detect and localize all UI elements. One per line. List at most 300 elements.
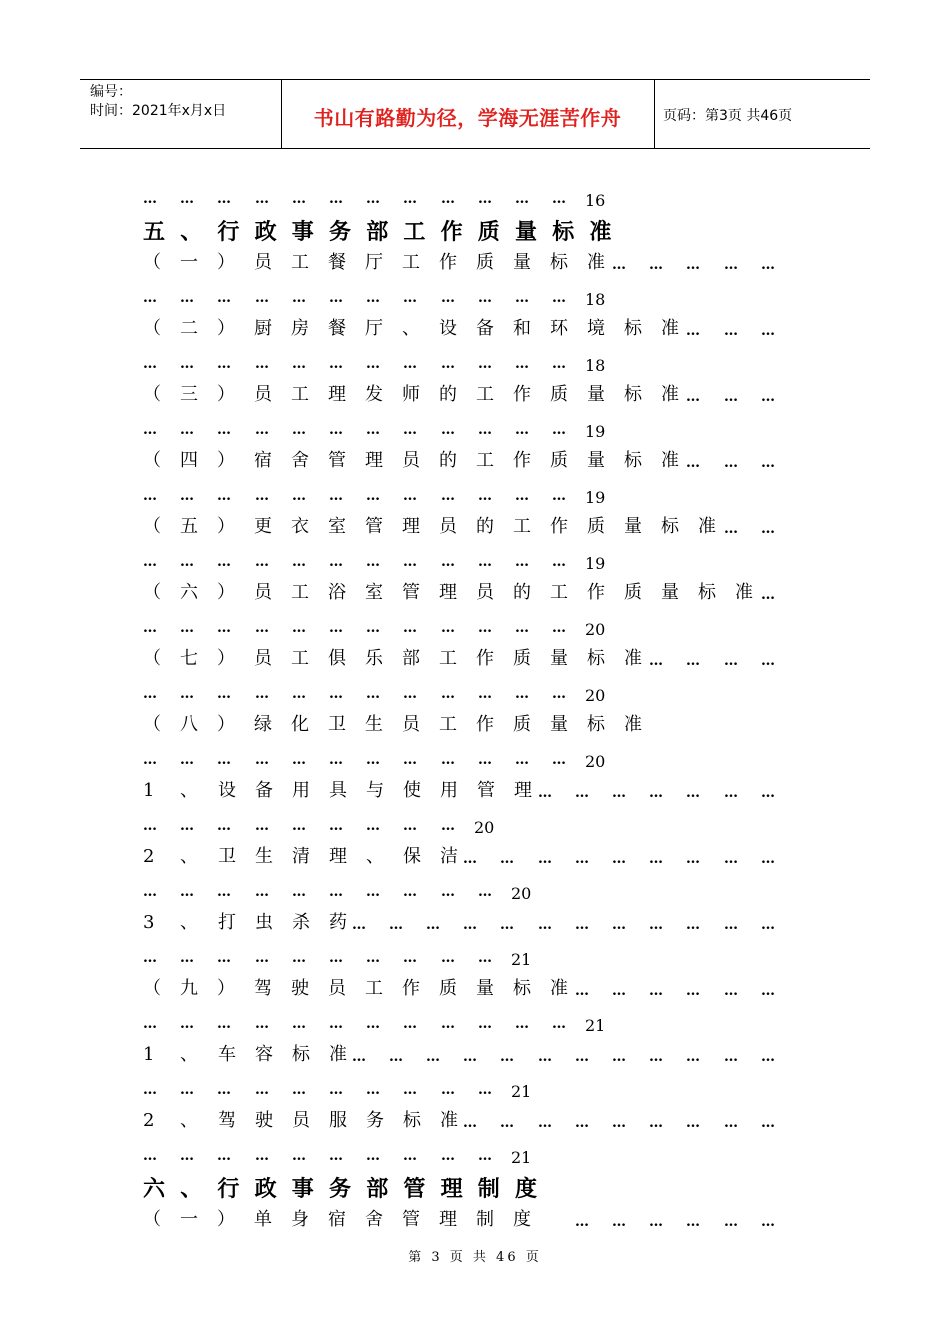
toc-line (0, 1044, 950, 1074)
leader-dots: … (478, 752, 492, 768)
toc-char: 作 (439, 252, 457, 273)
leader-dots: … (143, 686, 157, 702)
toc-char: 准 (624, 648, 642, 669)
toc-char: 标 (552, 219, 575, 245)
leader-dots: … (441, 950, 455, 966)
toc-line (0, 1011, 950, 1041)
leader-dots: … (366, 620, 380, 636)
leader-dots: … (255, 1148, 269, 1164)
leader-dots: … (500, 1049, 514, 1065)
toc-char: ） (217, 714, 235, 735)
toc-char: 工 (403, 219, 426, 245)
leader-dots: … (217, 752, 231, 768)
leader-dots: … (463, 917, 477, 933)
leader-dots: … (761, 1115, 775, 1131)
leader-dots: … (761, 257, 775, 273)
leader-dots: … (329, 686, 343, 702)
leader-dots: … (403, 1016, 417, 1032)
toc-char: 、 (366, 846, 384, 867)
leader-dots: … (217, 1016, 231, 1032)
leader-dots: … (292, 356, 306, 372)
leader-dots: … (761, 389, 775, 405)
toc-char: 室 (365, 582, 383, 603)
leader-dots: … (217, 818, 231, 834)
leader-dots: … (463, 1115, 477, 1131)
toc-line (0, 186, 950, 216)
toc-char: 部 (402, 648, 420, 669)
toc-line (0, 945, 950, 975)
toc-char: 工 (513, 516, 531, 537)
leader-dots: … (478, 488, 492, 504)
leader-dots: … (329, 1082, 343, 1098)
toc-char: 政 (254, 219, 277, 245)
toc-char: 量 (476, 978, 494, 999)
toc-char: 作 (402, 978, 420, 999)
toc-char: 2 (143, 846, 155, 867)
leader-dots: … (515, 686, 529, 702)
toc-char: 乐 (365, 648, 383, 669)
toc-char: 设 (218, 780, 236, 801)
toc-char: 理 (365, 450, 383, 471)
leader-dots: … (575, 1115, 589, 1131)
toc-char: 俱 (328, 648, 346, 669)
toc-char: 理 (329, 846, 347, 867)
leader-dots: … (441, 1148, 455, 1164)
leader-dots: … (403, 1148, 417, 1164)
toc-char: ） (217, 516, 235, 537)
toc-char: ） (217, 318, 235, 339)
leader-dots: … (612, 983, 626, 999)
toc-char: 七 (180, 648, 198, 669)
toc-char: 、 (180, 1110, 198, 1131)
leader-dots: … (441, 191, 455, 207)
leader-dots: … (761, 983, 775, 999)
toc-char: 厨 (254, 318, 272, 339)
leader-dots: … (761, 587, 775, 603)
leader-dots: … (255, 884, 269, 900)
leader-dots: … (724, 917, 738, 933)
leader-dots: … (180, 191, 194, 207)
leader-dots: … (143, 1016, 157, 1032)
leader-dots: … (761, 917, 775, 933)
leader-dots: … (649, 1049, 663, 1065)
toc-char: 质 (550, 450, 568, 471)
toc-char: 量 (515, 219, 538, 245)
leader-dots: … (329, 488, 343, 504)
leader-dots: … (612, 1049, 626, 1065)
leader-dots: … (180, 422, 194, 438)
leader-dots: … (292, 884, 306, 900)
toc-char: 量 (513, 252, 531, 273)
toc-char: ） (217, 252, 235, 273)
toc-char: 保 (403, 846, 421, 867)
leader-dots: … (515, 191, 529, 207)
leader-dots: … (686, 1214, 700, 1230)
leader-dots: … (366, 1082, 380, 1098)
toc-char: 厅 (365, 252, 383, 273)
leader-dots: … (441, 422, 455, 438)
leader-dots: … (255, 356, 269, 372)
toc-char: 九 (180, 978, 198, 999)
leader-dots: … (217, 884, 231, 900)
toc-char: 作 (513, 450, 531, 471)
leader-dots: … (761, 521, 775, 537)
leader-dots: … (366, 884, 380, 900)
toc-line (0, 318, 950, 348)
toc-char: 具 (329, 780, 347, 801)
leader-dots: … (724, 521, 738, 537)
toc-char: 员 (254, 648, 272, 669)
leader-dots: … (403, 950, 417, 966)
toc-char: 清 (292, 846, 310, 867)
leader-dots: … (292, 422, 306, 438)
leader-dots: … (538, 851, 552, 867)
leader-dots: … (366, 422, 380, 438)
toc-char: 理 (439, 582, 457, 603)
leader-dots: … (686, 323, 700, 339)
toc-char: 化 (291, 714, 309, 735)
toc-char: 餐 (328, 318, 346, 339)
toc-line (0, 384, 950, 414)
toc-char: 员 (328, 978, 346, 999)
page-footer: 第 3 页 共 46 页 (408, 1250, 542, 1265)
leader-dots: … (575, 785, 589, 801)
leader-dots: … (538, 785, 552, 801)
leader-dots: … (255, 818, 269, 834)
leader-dots: … (292, 554, 306, 570)
leader-dots: … (612, 917, 626, 933)
toc-char: 绿 (254, 714, 272, 735)
toc-char: （ (143, 450, 161, 471)
toc-char: （ (143, 384, 161, 405)
leader-dots: … (403, 488, 417, 504)
leader-dots: … (329, 1148, 343, 1164)
toc-char: 药 (329, 912, 347, 933)
toc-char: 1 (143, 1044, 155, 1065)
toc-char: 工 (476, 384, 494, 405)
toc-char: ） (217, 648, 235, 669)
leader-dots: … (352, 917, 366, 933)
leader-dots: … (441, 554, 455, 570)
toc-char: 政 (254, 1176, 277, 1202)
leader-dots: … (217, 950, 231, 966)
leader-dots: … (217, 488, 231, 504)
toc-char: 、 (180, 1044, 198, 1065)
leader-dots: … (329, 422, 343, 438)
toc-char: 工 (402, 252, 420, 273)
leader-dots: … (761, 455, 775, 471)
toc-char: 量 (587, 384, 605, 405)
leader-dots: … (441, 1016, 455, 1032)
toc-char: 准 (661, 384, 679, 405)
toc-char: 准 (589, 219, 612, 245)
toc-char: 标 (698, 582, 716, 603)
leader-dots: … (441, 620, 455, 636)
toc-char: 质 (513, 648, 531, 669)
leader-dots: … (515, 422, 529, 438)
leader-dots: … (180, 620, 194, 636)
leader-dots: … (552, 356, 566, 372)
leader-dots: … (612, 257, 626, 273)
toc-char: 标 (550, 252, 568, 273)
toc-char: 、 (180, 219, 203, 245)
leader-dots: … (575, 1214, 589, 1230)
toc-char: （ (143, 1209, 161, 1230)
toc-char: 服 (329, 1110, 347, 1131)
leader-dots: … (403, 356, 417, 372)
leader-dots: … (143, 884, 157, 900)
leader-dots: … (478, 950, 492, 966)
leader-dots: … (217, 620, 231, 636)
toc-char: 一 (180, 1209, 198, 1230)
page-number: 21 (511, 1082, 532, 1101)
leader-dots: … (366, 686, 380, 702)
leader-dots: … (478, 620, 492, 636)
toc-char: 工 (291, 648, 309, 669)
leader-dots: … (441, 1082, 455, 1098)
leader-dots: … (180, 290, 194, 306)
leader-dots: … (724, 389, 738, 405)
toc-line (0, 681, 950, 711)
toc-char: 师 (402, 384, 420, 405)
leader-dots: … (143, 356, 157, 372)
leader-dots: … (366, 1148, 380, 1164)
toc-char: 宿 (328, 1209, 346, 1230)
leader-dots: … (180, 1016, 194, 1032)
leader-dots: … (761, 653, 775, 669)
leader-dots: … (292, 818, 306, 834)
leader-dots: … (180, 488, 194, 504)
leader-dots: … (143, 818, 157, 834)
toc-char: 生 (365, 714, 383, 735)
leader-dots: … (575, 917, 589, 933)
toc-char: 备 (255, 780, 273, 801)
leader-dots: … (515, 1016, 529, 1032)
toc-char: 设 (439, 318, 457, 339)
toc-char: 虫 (255, 912, 273, 933)
leader-dots: … (143, 620, 157, 636)
toc-line (0, 615, 950, 645)
leader-dots: … (538, 1115, 552, 1131)
toc-char: 准 (735, 582, 753, 603)
toc-char: 管 (402, 1209, 420, 1230)
toc-char: 使 (403, 780, 421, 801)
leader-dots: … (217, 191, 231, 207)
leader-dots: … (761, 785, 775, 801)
leader-dots: … (649, 1115, 663, 1131)
toc-char: 五 (180, 516, 198, 537)
toc-char: 的 (439, 384, 457, 405)
leader-dots: … (612, 851, 626, 867)
toc-char: 的 (439, 450, 457, 471)
leader-dots: … (180, 884, 194, 900)
toc-line (0, 780, 950, 810)
toc-line (0, 285, 950, 315)
leader-dots: … (329, 356, 343, 372)
toc-char: 管 (365, 516, 383, 537)
leader-dots: … (255, 686, 269, 702)
toc-char: 标 (587, 714, 605, 735)
toc-char: 、 (180, 846, 198, 867)
page-number: 20 (585, 620, 606, 639)
leader-dots: … (552, 620, 566, 636)
leader-dots: … (649, 653, 663, 669)
toc-char: 单 (254, 1209, 272, 1230)
leader-dots: … (255, 488, 269, 504)
leader-dots: … (255, 752, 269, 768)
toc-char: 用 (440, 780, 458, 801)
leader-dots: … (761, 1214, 775, 1230)
leader-dots: … (292, 686, 306, 702)
leader-dots: … (724, 785, 738, 801)
toc-char: 卫 (218, 846, 236, 867)
leader-dots: … (255, 1082, 269, 1098)
toc-line (0, 978, 950, 1008)
leader-dots: … (143, 191, 157, 207)
toc-char: 准 (698, 516, 716, 537)
toc-char: 标 (624, 450, 642, 471)
leader-dots: … (143, 950, 157, 966)
leader-dots: … (552, 686, 566, 702)
toc-char: 管 (402, 582, 420, 603)
toc-char: 衣 (291, 516, 309, 537)
toc-char: 员 (254, 582, 272, 603)
toc-line (0, 813, 950, 843)
toc-char: 卫 (328, 714, 346, 735)
toc-char: 工 (550, 582, 568, 603)
toc-char: （ (143, 318, 161, 339)
leader-dots: … (366, 191, 380, 207)
leader-dots: … (515, 488, 529, 504)
toc-char: 驶 (291, 978, 309, 999)
toc-char: 用 (292, 780, 310, 801)
leader-dots: … (366, 818, 380, 834)
toc-line (0, 549, 950, 579)
toc-char: （ (143, 714, 161, 735)
toc-char: 准 (550, 978, 568, 999)
toc-char: 准 (661, 450, 679, 471)
leader-dots: … (686, 455, 700, 471)
leader-dots: … (500, 917, 514, 933)
toc-char: 房 (291, 318, 309, 339)
leader-dots: … (441, 818, 455, 834)
header-motto: 书山有路勤为径，学海无涯苦作舟 (313, 106, 622, 130)
page-number: 21 (511, 950, 532, 969)
toc-char: 工 (476, 450, 494, 471)
leader-dots: … (426, 1049, 440, 1065)
toc-char: 度 (515, 1176, 538, 1202)
toc-char: ） (217, 582, 235, 603)
leader-dots: … (686, 785, 700, 801)
toc-char: 标 (403, 1110, 421, 1131)
toc-char: 六 (180, 582, 198, 603)
toc-char: 发 (365, 384, 383, 405)
page-number: 19 (585, 422, 606, 441)
leader-dots: … (515, 620, 529, 636)
leader-dots: … (403, 620, 417, 636)
toc-line (0, 351, 950, 381)
leader-dots: … (329, 554, 343, 570)
toc-char: 员 (254, 384, 272, 405)
leader-dots: … (686, 1049, 700, 1065)
toc-char: （ (143, 516, 161, 537)
toc-char: 部 (366, 1176, 389, 1202)
leader-dots: … (612, 1115, 626, 1131)
leader-dots: … (403, 686, 417, 702)
leader-dots: … (329, 1016, 343, 1032)
toc-char: 、 (180, 912, 198, 933)
leader-dots: … (143, 488, 157, 504)
toc-char: 更 (254, 516, 272, 537)
toc-line (0, 747, 950, 777)
toc-char: 理 (439, 1209, 457, 1230)
leader-dots: … (575, 1049, 589, 1065)
leader-dots: … (441, 356, 455, 372)
leader-dots: … (403, 752, 417, 768)
leader-dots: … (538, 1049, 552, 1065)
leader-dots: … (686, 983, 700, 999)
toc-line (0, 1209, 950, 1239)
leader-dots: … (552, 488, 566, 504)
leader-dots: … (649, 851, 663, 867)
toc-line (0, 648, 950, 678)
leader-dots: … (515, 356, 529, 372)
leader-dots: … (389, 917, 403, 933)
toc-char: 生 (255, 846, 273, 867)
leader-dots: … (180, 356, 194, 372)
leader-dots: … (389, 1049, 403, 1065)
leader-dots: … (761, 323, 775, 339)
leader-dots: … (478, 1082, 492, 1098)
toc-char: 理 (402, 516, 420, 537)
page-number: 18 (585, 356, 606, 375)
toc-char: 务 (366, 1110, 384, 1131)
leader-dots: … (255, 1016, 269, 1032)
toc-char: 作 (476, 714, 494, 735)
leader-dots: … (292, 290, 306, 306)
toc-char: 质 (439, 978, 457, 999)
toc-char: 质 (477, 219, 500, 245)
leader-dots: … (255, 554, 269, 570)
toc-char: 、 (402, 318, 420, 339)
leader-dots: … (329, 191, 343, 207)
toc-char: 量 (550, 648, 568, 669)
toc-char: 宿 (254, 450, 272, 471)
toc-line (0, 252, 950, 282)
leader-dots: … (366, 356, 380, 372)
leader-dots: … (478, 1016, 492, 1032)
leader-dots: … (724, 983, 738, 999)
page-number: 20 (585, 752, 606, 771)
toc-char: ） (217, 384, 235, 405)
leader-dots: … (403, 422, 417, 438)
leader-dots: … (478, 686, 492, 702)
document-number-label: 编号： (90, 84, 132, 100)
toc-char: 员 (402, 714, 420, 735)
leader-dots: … (441, 686, 455, 702)
toc-char: 标 (661, 516, 679, 537)
leader-dots: … (143, 422, 157, 438)
toc-line (0, 483, 950, 513)
leader-dots: … (575, 851, 589, 867)
leader-dots: … (329, 620, 343, 636)
leader-dots: … (180, 1082, 194, 1098)
toc-char: 容 (255, 1044, 273, 1065)
toc-char: 工 (291, 252, 309, 273)
toc-char: 2 (143, 1110, 155, 1131)
toc-char: 质 (550, 384, 568, 405)
leader-dots: … (143, 290, 157, 306)
